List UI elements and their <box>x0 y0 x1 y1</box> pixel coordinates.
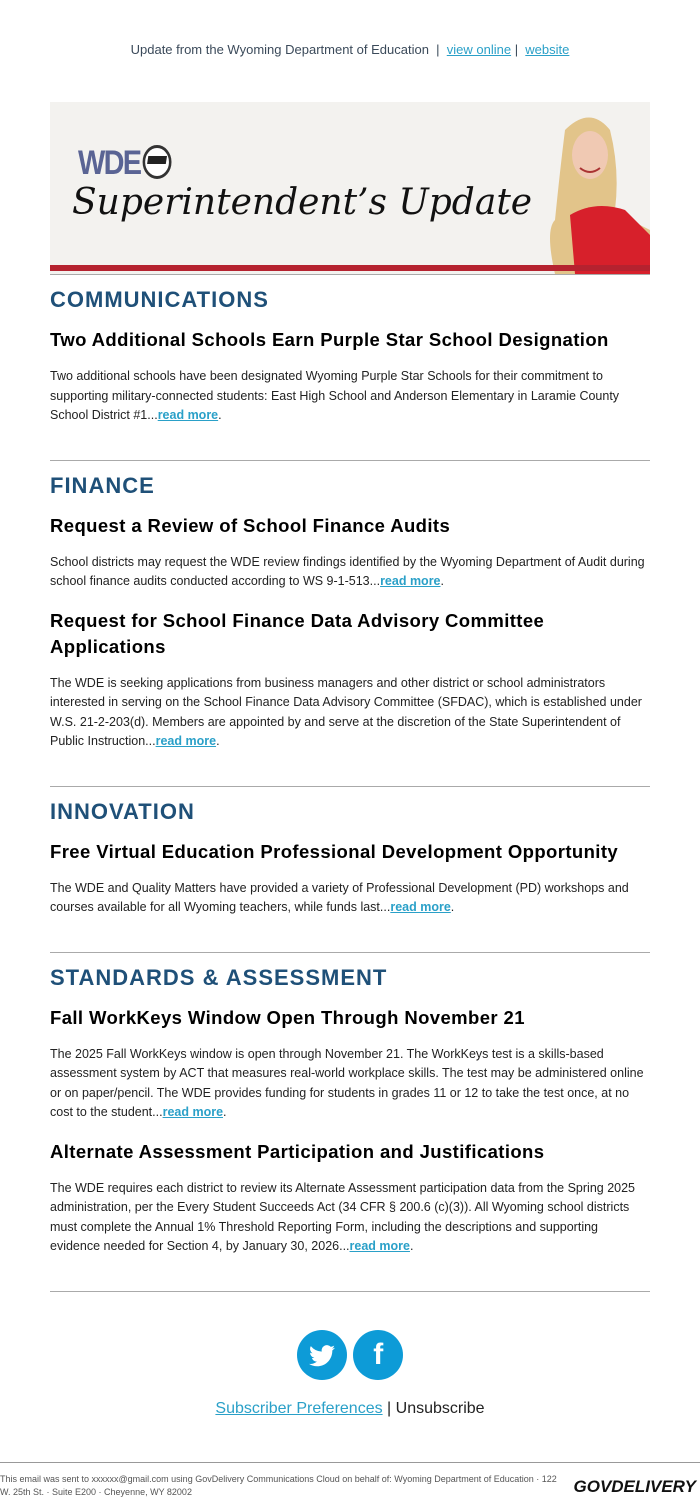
subscriber-preferences-link[interactable]: Subscriber Preferences <box>215 1399 383 1417</box>
article-title: Fall WorkKeys Window Open Through November 21 <box>50 1006 525 1028</box>
logo-text: WDE <box>78 144 141 182</box>
article-body: School districts may request the WDE review findings identified by the Wyoming Department of Audit during school finance audits conducted according to WS 9-1-513... <box>50 554 645 588</box>
article-body: The WDE is seeking applications from business managers and other district or school administrators interested in serving on the School Finance Data Advisory Committee (SFDAC), which is established under W.S. 21-2-203(d). Members are appointed by and serve at the discretion of the State Superintendent of Public Instruction... <box>50 675 642 748</box>
section-heading: FINANCE <box>50 472 155 498</box>
read-more-link[interactable]: read more <box>390 900 451 914</box>
footer-text: This email was sent to xxxxxx@gmail.com using GovDelivery Communications Cloud on behalf of: Wyoming Department of Education · 122 W. 25th St. · Suite E200 · Cheyenne, WY 82002 <box>0 1473 557 1497</box>
article-summary: The 2025 Fall WorkKeys window is open through November 21. The WorkKeys test is a skills-based assessment system by ACT that measures real-world workplace skills. The test may be administered online or on paper/pencil. The WDE provides funding for students in grades 11 or 12 to take the test once, at no cost to the student...read more. <box>50 1046 644 1119</box>
website-link[interactable]: website <box>525 42 570 57</box>
article-title: Alternate Assessment Participation and Justifications <box>50 1140 545 1162</box>
wde-logo <box>78 144 172 183</box>
footer-links <box>0 1400 700 1418</box>
view-online-link[interactable]: view online <box>446 42 512 57</box>
read-more-link[interactable]: read more <box>157 408 219 422</box>
separator: | <box>382 1399 396 1417</box>
preheader <box>0 0 700 60</box>
section-heading: INNOVATION <box>50 798 195 824</box>
separator: | <box>511 42 526 57</box>
facebook-icon[interactable]: f <box>353 1330 403 1380</box>
social-links <box>0 1292 700 1380</box>
article-title: Free Virtual Education Professional Development Opportunity <box>50 840 619 862</box>
preheader-text: Update from the Wyoming Department of Education | <box>130 42 447 57</box>
article-body: The 2025 Fall WorkKeys window is open through November 21. The WorkKeys test is a skills-based assessment system by ACT that measures real-world workplace skills. The test may be administered online or on paper/pencil. The WDE provides funding for students in grades 11 or 12 to take the test once, at no cost to the student... <box>50 1046 644 1119</box>
read-more-link[interactable]: read more <box>155 734 217 748</box>
section-heading: STANDARDS & ASSESSMENT <box>50 964 388 990</box>
article-summary: The WDE is seeking applications from business managers and other district or school administrators interested in serving on the School Finance Data Advisory Committee (SFDAC), which is established under W.S. 21-2-203(d). Members are appointed by and serve at the discretion of the State Superintendent of Public Instruction...read more. <box>50 675 642 748</box>
read-more-link[interactable]: read more <box>162 1105 224 1119</box>
superintendent-photo <box>535 110 650 274</box>
govdelivery-logo: GOVDELIVERY <box>573 1476 696 1496</box>
article-title: Two Additional Schools Earn Purple Star School Designation <box>50 329 609 350</box>
newsletter-content <box>0 274 700 1292</box>
section <box>0 953 700 1291</box>
section <box>0 787 700 952</box>
section <box>0 461 700 786</box>
section <box>0 275 700 460</box>
article-title: Request a Review of School Finance Audits <box>50 514 451 536</box>
banner-title: Superintendent’s Update <box>72 182 533 223</box>
article-body: The WDE and Quality Matters have provided a variety of Professional Development (PD) workshops and courses available for all Wyoming teachers, while funds last... <box>50 880 629 914</box>
article-summary: The WDE and Quality Matters have provided a variety of Professional Development (PD) workshops and courses available for all Wyoming teachers, while funds last...read more. <box>50 880 629 914</box>
article-title: Request for School Finance Data Advisory Committee Applications <box>50 609 545 657</box>
article-body: The WDE requires each district to review its Alternate Assessment participation data from the Spring 2025 administration, per the Every Student Succeeds Act (34 CFR § 200.6 (c)(3)). All Wyoming school districts must complete the Annual 1% Threshold Reporting Form, including the descriptions and supporting evidence needed for Section 4, by January 30, 2026... <box>50 1180 635 1253</box>
read-more-link[interactable]: read more <box>380 574 441 588</box>
article-summary: Two additional schools have been designated Wyoming Purple Star Schools for their commitment to supporting military-connected students: East High School and Anderson Elementary in Laramie County School District #1...read more. <box>50 369 620 422</box>
article-body: Two additional schools have been designated Wyoming Purple Star Schools for their commitment to supporting military-connected students: East High School and Anderson Elementary in Laramie County School District #1... <box>50 369 620 422</box>
unsubscribe-link[interactable]: Unsubscribe <box>395 1399 485 1417</box>
read-more-link[interactable]: read more <box>349 1239 410 1253</box>
twitter-icon[interactable] <box>297 1330 347 1380</box>
article-summary: The WDE requires each district to review its Alternate Assessment participation data from the Spring 2025 administration, per the Every Student Succeeds Act (34 CFR § 200.6 (c)(3)). All Wyoming school districts must complete the Annual 1% Threshold Reporting Form, including the descriptions and supporting evidence needed for Section 4, by January 30, 2026...read more. <box>50 1180 635 1253</box>
header-banner <box>50 102 650 274</box>
graduation-cap-icon <box>143 145 172 179</box>
section-heading: COMMUNICATIONS <box>50 287 269 312</box>
article-summary: School districts may request the WDE review findings identified by the Wyoming Department of Audit during school finance audits conducted according to WS 9-1-513...read more. <box>50 554 645 588</box>
footer <box>0 1462 700 1499</box>
banner-red-stripe <box>50 265 650 271</box>
